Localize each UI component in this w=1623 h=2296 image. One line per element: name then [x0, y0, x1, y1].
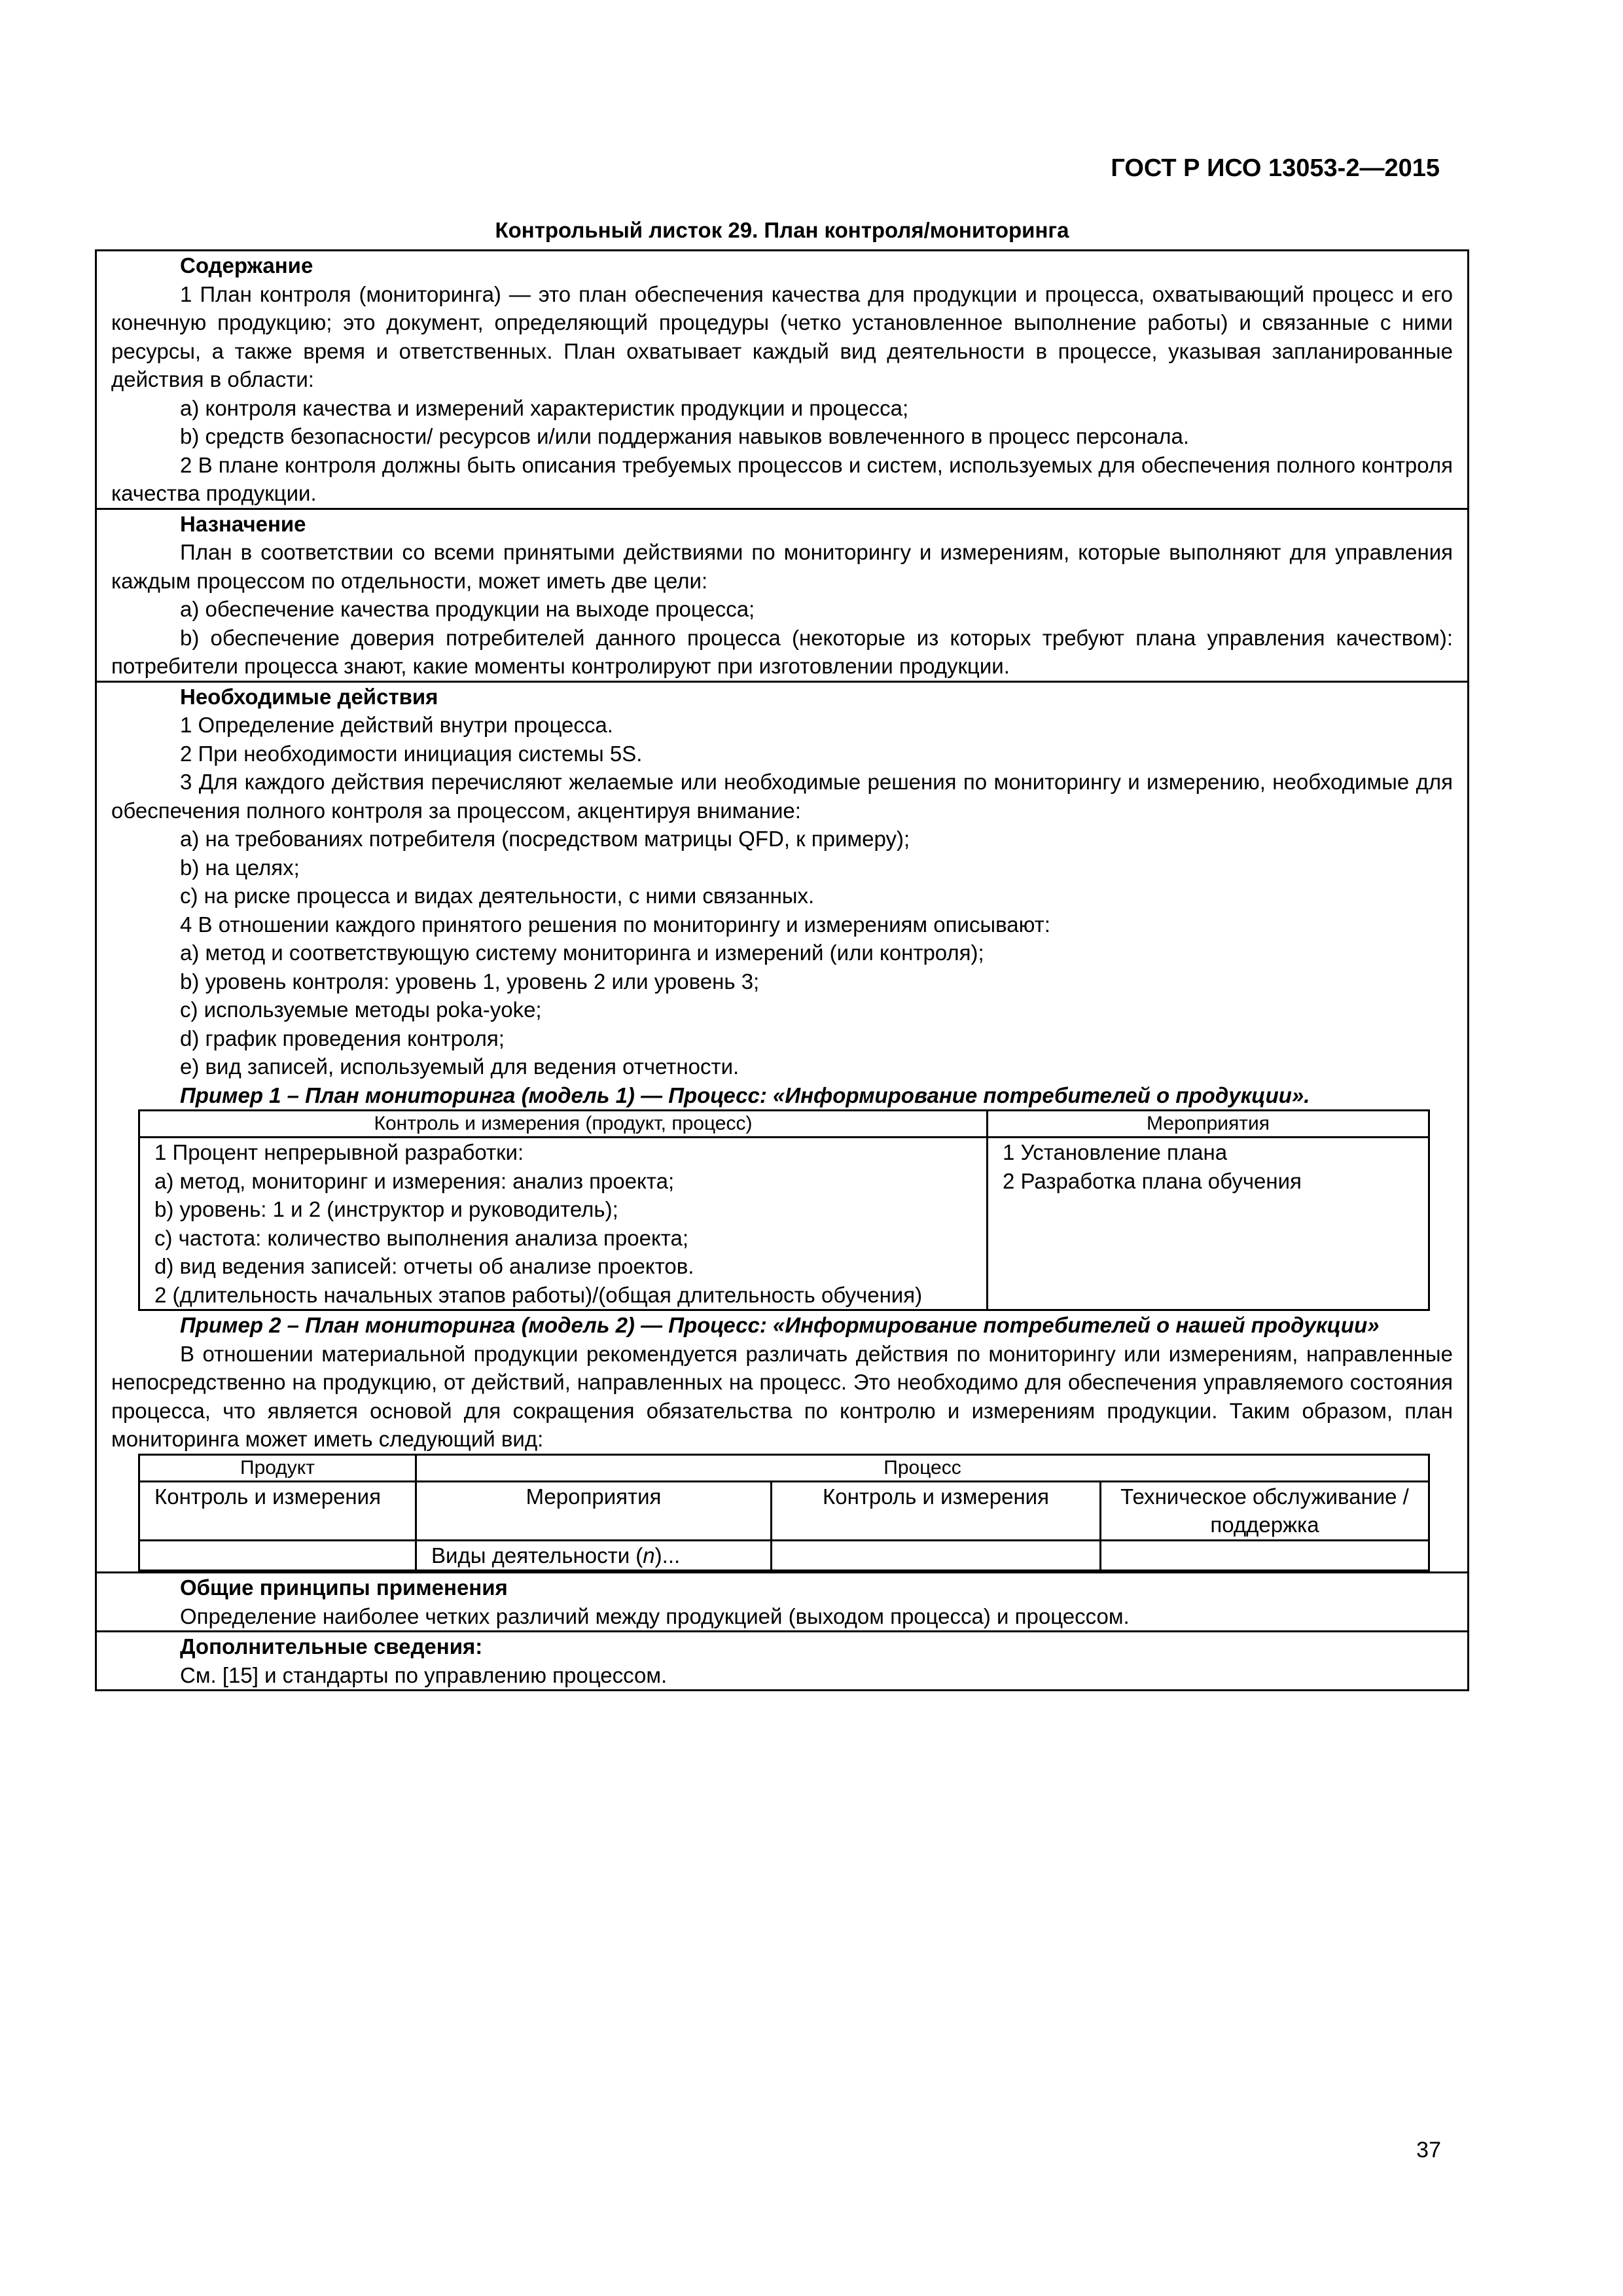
purpose-item-a: а) обеспечение качества продукции на выходе процесса; — [180, 597, 755, 621]
example-1-line: d) вид ведения записей: отчеты об анализе проектов. — [154, 1254, 694, 1278]
example-2-header-product-control: Контроль и измерения — [139, 1481, 416, 1540]
actions-item-4: 4 В отношении каждого принятого решения по мониторингу и измерениям описывают: — [180, 912, 1050, 937]
section-content — [97, 251, 1467, 508]
example-1-table — [138, 1109, 1430, 1311]
section-purpose — [97, 508, 1467, 681]
example-2-text: В отношении материальной продукции рекомендуется различать действия по мониторингу или измерениям, направленные непосредственно на продукцию, от действий, направленных на процесс. Это необходимо для обеспечения управляемого состояния процесса, что является основой для сокращения обязательства по контролю и измерениям продукции. Таким образом, план мониторинга может иметь следующий вид: — [111, 1341, 1453, 1451]
example-1-cell-activities — [988, 1138, 1429, 1310]
example-1-line: а) метод, мониторинг и измерения: анализ проекта; — [154, 1168, 675, 1193]
section-actions — [97, 681, 1467, 1572]
example-2-header-activities: Мероприятия — [416, 1481, 772, 1540]
section-additional — [97, 1630, 1467, 1689]
example-2-header-maintenance: Техническое обслуживание / поддержка — [1101, 1481, 1429, 1540]
example-1-line: 1 Процент непрерывной разработки: — [154, 1140, 524, 1164]
example-2-table — [138, 1454, 1430, 1572]
actions-item-3a: а) на требованиях потребителя (посредством матрицы QFD, к примеру); — [180, 827, 910, 851]
actions-item-1: 1 Определение действий внутри процесса. — [180, 713, 613, 737]
section-heading-purpose: Назначение — [180, 511, 306, 536]
sheet-title: Контрольный листок 29. План контроля/мониторинга — [495, 218, 1069, 242]
example-1-activity: 2 Разработка плана обучения — [1003, 1168, 1302, 1193]
page-number: 37 — [1416, 2138, 1441, 2162]
document-code: ГОСТ Р ИСО 13053-2—2015 — [1111, 154, 1440, 182]
section-heading-content: Содержание — [180, 253, 313, 278]
example-1-line: b) уровень: 1 и 2 (инструктор и руководитель); — [154, 1197, 618, 1221]
example-1-title: Пример 1 – План мониторинга (модель 1) — Процесс: «Информирование потребителей о продукции». — [180, 1083, 1310, 1107]
checklist-frame — [95, 249, 1469, 1691]
example-1-cell-control — [139, 1138, 988, 1310]
purpose-item-b: b) обеспечение доверия потребителей данного процесса (некоторые из которых требуют плана управления качеством): потребители процесса знают, какие моменты контролируют при изготовлении продукции. — [111, 625, 1453, 678]
content-paragraph-2: 2 В плане контроля должны быть описания требуемых процессов и систем, используемых для обеспечения полного контроля качества продукции. — [111, 452, 1453, 505]
actions-item-4b: b) уровень контроля: уровень 1, уровень 2 или уровень 3; — [180, 969, 760, 994]
example-2-cell-empty — [772, 1540, 1101, 1571]
example-2-cell-activities — [416, 1540, 772, 1571]
example-1-line: с) частота: количество выполнения анализа проекта; — [154, 1225, 689, 1250]
content-item-b: b) средств безопасности/ ресурсов и/или поддержания навыков вовлеченного в процесс персонала. — [180, 424, 1190, 448]
actions-item-3b: b) на целях; — [180, 855, 300, 880]
example-2-group-process: Процесс — [416, 1454, 1429, 1481]
section-heading-additional: Дополнительные сведения: — [180, 1634, 483, 1659]
example-2-title: Пример 2 – План мониторинга (модель 2) — Процесс: «Информирование потребителей о нашей продукции» — [180, 1313, 1380, 1337]
example-2-header-process-control: Контроль и измерения — [772, 1481, 1101, 1540]
additional-text: См. [15] и стандарты по управлению процессом. — [180, 1662, 668, 1687]
example-1-line: 2 (длительность начальных этапов работы)/(общая длительность обучения) — [154, 1282, 923, 1307]
activities-variable: n — [643, 1543, 655, 1568]
example-1-header-activities: Мероприятия — [988, 1111, 1429, 1138]
purpose-paragraph: План в соответствии со всеми принятыми действиями по мониторингу и измерениям, которые выполняют для управления каждым процессом по отдельности, может иметь две цели: — [111, 540, 1453, 593]
content-paragraph-1: 1 План контроля (мониторинга) — это план обеспечения качества для продукции и процесса, охватывающий процесс и его конечную продукцию; это документ, определяющий процедуры (четко установленное выполнение работы) и связанные с ними ресурсы, а также время и ответственных. План охватывает каждый вид деятельности в процессе, указывая запланированные действия в области: — [111, 281, 1453, 391]
actions-item-3: 3 Для каждого действия перечисляют желаемые или необходимые решения по мониторингу и измерению, необходимые для обеспечения полного контроля за процессом, акцентируя внимание: — [111, 770, 1453, 823]
actions-item-2: 2 При необходимости инициация системы 5S. — [180, 741, 643, 766]
principles-text: Определение наиболее четких различий между продукцией (выходом процесса) и процессом. — [180, 1604, 1130, 1628]
example-2-cell-empty — [1101, 1540, 1429, 1571]
content-item-a: а) контроля качества и измерений характеристик продукции и процесса; — [180, 395, 909, 420]
example-2-group-product: Продукт — [139, 1454, 416, 1481]
actions-item-3c: с) на риске процесса и видах деятельности, с ними связанных. — [180, 884, 815, 908]
example-1-activity: 1 Установление плана — [1003, 1140, 1228, 1164]
actions-item-4a: а) метод и соответствующую систему мониторинга и измерений (или контроля); — [180, 941, 984, 965]
example-2-cell-empty — [139, 1540, 416, 1571]
actions-item-4e: е) вид записей, используемый для ведения отчетности. — [180, 1054, 740, 1079]
activities-prefix: Виды деятельности ( — [431, 1543, 643, 1568]
example-1-header-control: Контроль и измерения (продукт, процесс) — [139, 1111, 988, 1138]
actions-item-4d: d) график проведения контроля; — [180, 1026, 505, 1050]
section-heading-actions: Необходимые действия — [180, 684, 438, 709]
section-heading-principles: Общие принципы применения — [180, 1575, 508, 1600]
actions-item-4c: с) используемые методы poka-yoke; — [180, 997, 542, 1022]
section-principles — [97, 1571, 1467, 1630]
activities-suffix: )... — [654, 1543, 681, 1568]
